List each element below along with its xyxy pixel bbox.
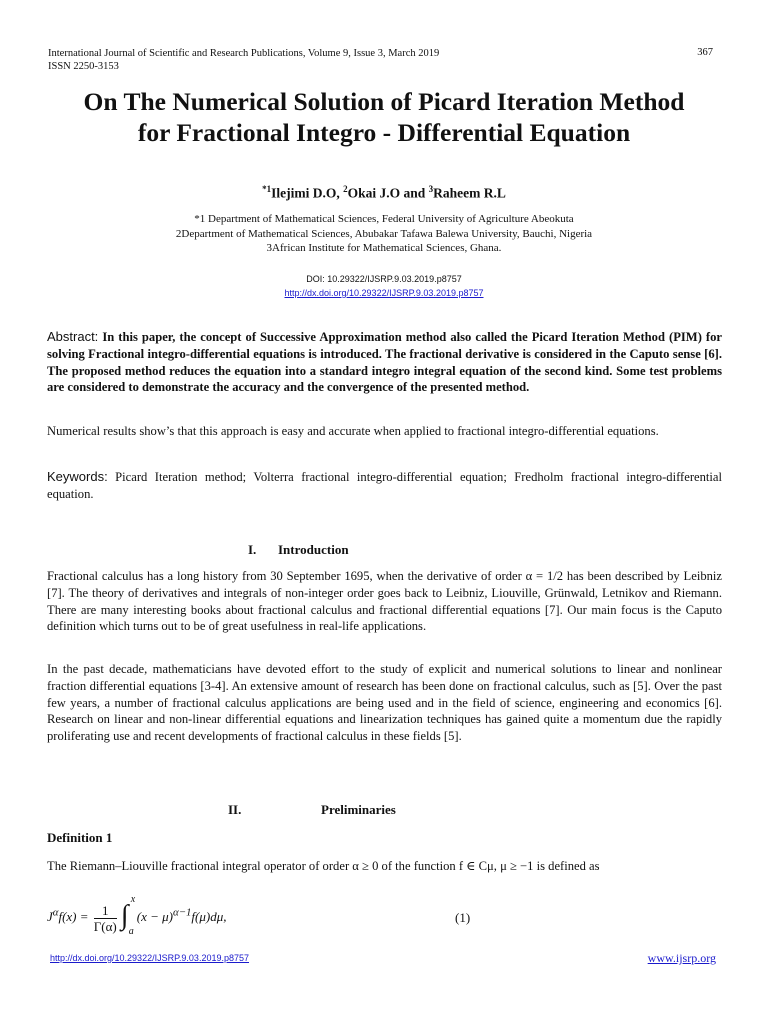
- author-2-mark: 2: [343, 184, 348, 194]
- author-list: [30, 184, 738, 202]
- affiliation-1: *1 Department of Mathematical Sciences, Federal University of Agriculture Abeokuta: [194, 213, 574, 225]
- keywords-text: Picard Iteration method; Volterra fractional integro-differential equation; Fredholm fractional integro-differential equation.: [47, 470, 722, 501]
- definition-text: The Riemann–Liouville fractional integral operator of order α ≥ 0 of the function f ∈ Cμ, μ ≥ −1 is defined as: [47, 859, 600, 873]
- abstract-text: In this paper, the concept of Successive Approximation method also called the Picard Iteration Method (PIM) for solving Fractional integro-differential equations is introduced. The fractional derivative is considered in the Caputo sense [6]. The proposed method reduces the equation into a standard integro integral equation of the second kind. Some test problems are considered to demonstrate the accuracy and the convergence of the presented method.: [47, 330, 722, 395]
- section-1-number: I.: [248, 542, 257, 557]
- section-1-heading: Introduction: [278, 542, 349, 557]
- intro-paragraph-2: In the past decade, mathematicians have devoted effort to the study of explicit and numerical solutions to linear and nonlinear fraction differential equations [3-4]. An extensive amount of research has been done on fractional calculus, such as [5]. Over the past few years, a number of fractional calculus applications are being used and in the field of science, engineering and economics [6]. Research on linear and non-linear differential equations and linearization techniques has gained quite a momentum due the rapidly proliferating use and recent developments of fractional calculus in these fields [5].: [47, 662, 722, 744]
- equation-number: (1): [455, 910, 471, 925]
- running-header: [48, 47, 439, 73]
- footer-site-link[interactable]: www.ijsrp.org: [647, 951, 716, 965]
- paper-title: [30, 86, 738, 148]
- eq-fraction: [94, 903, 117, 934]
- eq-upper-limit: x: [130, 894, 136, 905]
- doi-link[interactable]: http://dx.doi.org/10.29322/IJSRP.9.03.2019.p8757: [284, 288, 484, 298]
- eq-operator: J: [47, 908, 53, 924]
- author-2: Okai J.O and: [347, 185, 429, 201]
- title-line-2: for Fractional Integro - Differential Equation: [137, 118, 631, 147]
- eq-integrand-kernel: (x − μ): [136, 908, 174, 924]
- abstract-label: Abstract:: [47, 329, 99, 344]
- footer-doi-link[interactable]: http://dx.doi.org/10.29322/IJSRP.9.03.2019.p8757: [50, 953, 249, 963]
- doi-text: DOI: 10.29322/IJSRP.9.03.2019.p8757: [306, 274, 462, 284]
- author-3: Raheem R.L: [433, 185, 506, 201]
- keywords: [47, 469, 722, 503]
- integral-sign-icon: ∫ x a: [120, 894, 136, 937]
- abstract-numerical-results: Numerical results show’s that this approach is easy and accurate when applied to fractional integro-differential equations.: [47, 424, 659, 438]
- title-line-1: On The Numerical Solution of Picard Iteration Method: [83, 87, 685, 116]
- definition-label: Definition 1: [47, 830, 113, 845]
- issn: ISSN 2250-3153: [48, 61, 119, 72]
- section-2-heading: Preliminaries: [321, 802, 396, 817]
- eq-fraction-numerator: 1: [94, 903, 117, 919]
- affiliation-3: 3African Institute for Mathematical Sciences, Ghana.: [266, 242, 502, 255]
- equation-1: [47, 894, 227, 946]
- eq-kernel-exponent: α−1: [173, 906, 192, 919]
- page-number: 367: [697, 47, 713, 58]
- journal-citation: International Journal of Scientific and Research Publications, Volume 9, Issue 3, March 2019: [48, 48, 440, 59]
- keywords-label: Keywords:: [47, 469, 108, 484]
- intro-paragraph-1: Fractional calculus has a long history from 30 September 1695, when the derivative of order α = 1/2 has been described by Leibniz [7]. The theory of derivatives and integrals of non-integer order goes back to Leibniz, Liouville, Grünwald, Letnikov and Riemann. There are many interesting books about fractional calculus and fractional differential equations [7]. Our main focus is the Caputo definition which turns out to be of great usefulness in real-life applications.: [47, 569, 722, 634]
- author-1: Ilejimi D.O,: [271, 185, 344, 201]
- doi-block: [30, 272, 738, 300]
- author-3-mark: 3: [428, 184, 434, 194]
- affiliation-2: 2Department of Mathematical Sciences, Abubakar Tafawa Balewa University, Bauchi, Nigeria: [175, 227, 593, 240]
- abstract: [47, 329, 722, 396]
- author-1-mark: *1: [262, 184, 272, 194]
- eq-operator-order: α: [52, 906, 59, 919]
- affiliations: [30, 212, 738, 256]
- section-2-number: II.: [228, 802, 242, 817]
- eq-integrand-rest: f(μ)dμ,: [191, 908, 227, 924]
- eq-lower-limit: a: [128, 926, 134, 937]
- eq-fraction-denominator: Γ(α): [93, 918, 117, 934]
- eq-lhs-argument: f(x) =: [58, 908, 89, 924]
